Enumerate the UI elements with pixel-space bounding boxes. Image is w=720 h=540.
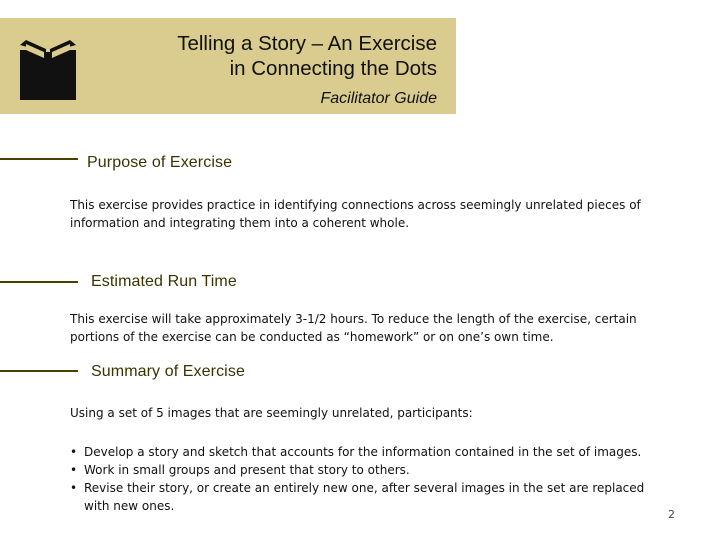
title-line-1: Telling a Story – An Exercise <box>177 32 437 55</box>
bullet-glyph: • <box>70 463 78 477</box>
header-banner <box>0 18 456 114</box>
section-rule <box>0 370 78 372</box>
list-item <box>70 443 670 461</box>
bullet-glyph: • <box>70 445 78 459</box>
section-heading-run-time: Estimated Run Time <box>91 273 237 290</box>
list-item-text: Revise their story, or create an entirely new one, after several images in the set are replaced with new ones. <box>84 481 645 513</box>
list-item-text: Work in small groups and present that story to others. <box>84 463 410 477</box>
page-title <box>177 31 437 81</box>
section-text-purpose: This exercise provides practice in identifying connections across seemingly unrelated pieces of information and integrating them into a coherent whole. <box>70 198 641 230</box>
summary-bullet-list <box>70 443 670 515</box>
title-line-2: in Connecting the Dots <box>229 57 437 80</box>
section-intro-summary: Using a set of 5 images that are seemingly unrelated, participants: <box>70 406 473 420</box>
section-text-run-time: This exercise will take approximately 3-1/2 hours. To reduce the length of the exercise, certain portions of the exercise can be conducted as “homework” or on one’s own time. <box>70 312 637 344</box>
section-heading-purpose: Purpose of Exercise <box>87 154 233 171</box>
page-subtitle: Facilitator Guide <box>320 90 437 107</box>
section-heading-summary: Summary of Exercise <box>91 363 245 380</box>
bullet-glyph: • <box>70 481 78 495</box>
list-item <box>70 479 670 515</box>
section-rule <box>0 158 78 160</box>
list-item <box>70 461 670 479</box>
section-rule <box>0 281 78 283</box>
open-book-icon <box>16 36 80 106</box>
page-number: 2 <box>668 508 675 521</box>
list-item-text: Develop a story and sketch that accounts for the information contained in the set of images. <box>84 445 642 459</box>
